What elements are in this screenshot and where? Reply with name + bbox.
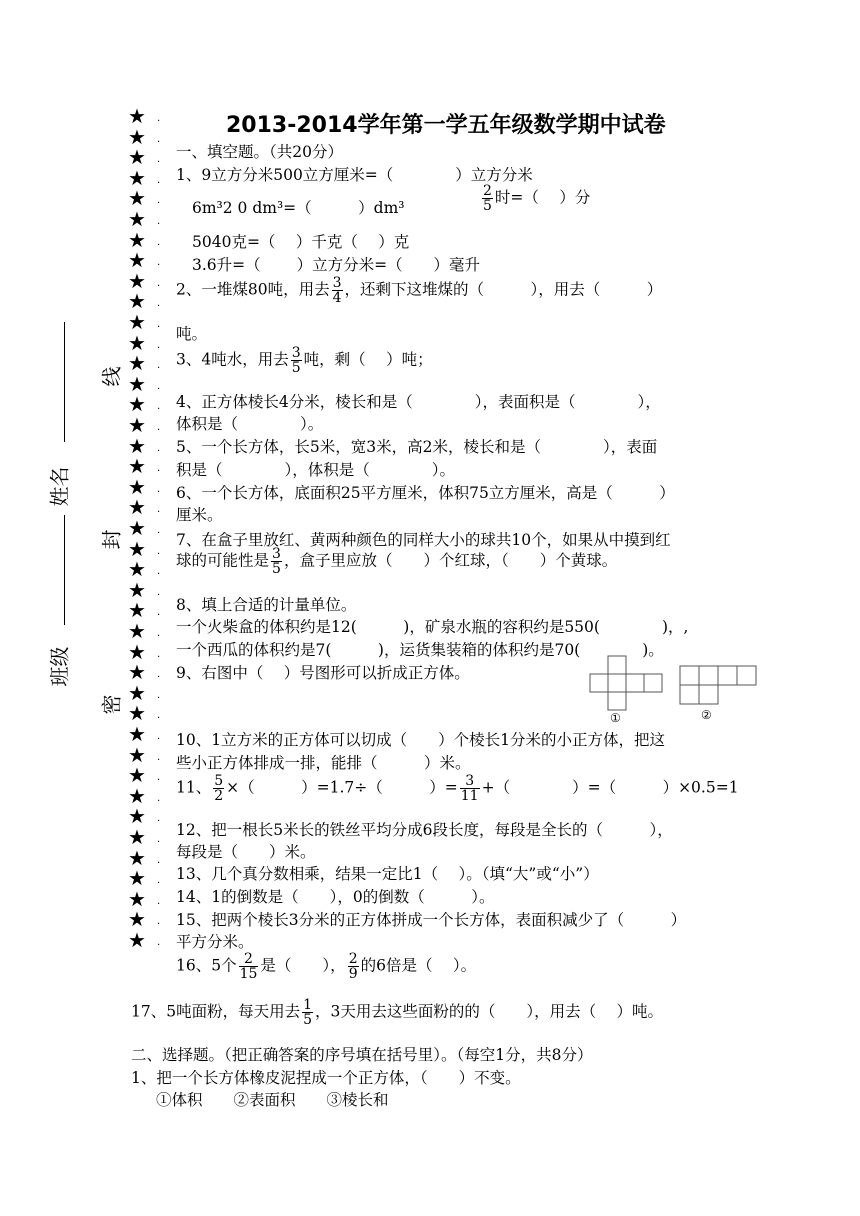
star-icon: ★ [128, 577, 146, 602]
q1d: 3.6升=（ ）立方分米=（ ）毫升 [192, 256, 481, 274]
dot-mark: · [157, 301, 161, 313]
star-icon: ★ [128, 186, 146, 211]
star-icon: ★ [128, 351, 146, 376]
q9: 9、右图中（ ）号图形可以折成正方体。 [176, 664, 470, 682]
dot-mark: · [157, 857, 161, 869]
q2c: 吨。 [176, 325, 208, 343]
star-icon: ★ [128, 742, 146, 767]
dot-mark: · [157, 425, 161, 436]
dot-mark: · [157, 363, 161, 375]
q1a: 1、9立方分米500立方厘米=（ ）立方分米 [176, 166, 533, 184]
star-icon: ★ [128, 886, 146, 911]
star-icon: ★ [128, 557, 146, 582]
star-icon: ★ [128, 825, 146, 849]
fraction: $\frac{2}{5}$ [483, 183, 492, 214]
q11-line: 11、 $\frac{5}{2}$ ×（ ）=1.7÷（ ）= $\frac{3}{11}$ +（ ）=（ ）×0.5=1 [176, 773, 739, 804]
star-icon: ★ [128, 722, 146, 746]
q8c: 一个西瓜的体积约是7( )，运货集装箱的体积约是70( )。 [176, 641, 664, 659]
dot-mark: · [157, 878, 161, 890]
class-label: 班级 [47, 646, 72, 687]
dot-mark: · [157, 775, 161, 787]
dot-mark: · [157, 919, 161, 931]
dot-mark: · [157, 528, 161, 539]
star-icon: ★ [128, 104, 146, 128]
dot-mark: · [157, 734, 161, 745]
net-label-2: ② [701, 708, 712, 722]
q7a: 7、在盒子里放红、黄两种颜色的同样大小的球共10个，如果从中摸到红 [176, 531, 671, 549]
q12b: 每段是（ ）米。 [176, 843, 316, 861]
dot-mark: · [157, 837, 161, 848]
dot-mark: · [157, 239, 161, 251]
dot-mark: · [157, 589, 161, 601]
q4b: 体积是（ ）。 [176, 415, 324, 433]
fraction: $\frac{1}{5}$ [303, 997, 313, 1028]
dot-mark: · [157, 342, 161, 354]
dot-mark: · [157, 569, 161, 581]
q5b: 积是（ ），体积是（ ）。 [176, 461, 456, 479]
section1-heading: 一、填空题。（共20分） [176, 143, 343, 161]
q16-line: 16、5个 $\frac{2}{15}$ 是（ ）， $\frac{2}{9}$ 的6倍是（ ）。 [176, 951, 477, 982]
q13: 13、几个真分数相乘，结果一定比1（ ）。（填“大”或“小”） [176, 865, 599, 883]
star-icon: ★ [128, 454, 146, 479]
star-icon: ★ [128, 598, 146, 623]
dot-mark: · [157, 177, 161, 189]
seal-line-char: 线 [99, 366, 124, 387]
dot-mark: · [157, 383, 161, 395]
net-label-1: ① [610, 711, 621, 725]
q8a: 8、填上合适的计量单位。 [176, 596, 357, 614]
star-icon: ★ [128, 516, 146, 540]
star-icon: ★ [128, 845, 146, 870]
fraction: $\frac{3}{5}$ [291, 345, 301, 376]
star-icon: ★ [128, 145, 146, 170]
dot-mark: · [157, 692, 161, 704]
q2-line: 2、一堆煤80吨，用去 $\frac{3}{4}$ ，还剩下这堆煤的（ ），用去（ ） [176, 275, 663, 306]
cube-net-2 [678, 664, 762, 710]
dot-mark: · [157, 940, 161, 951]
dot-mark: · [157, 157, 161, 169]
star-icon: ★ [128, 701, 146, 726]
dot-mark: · [157, 548, 161, 560]
star-icon: ★ [128, 804, 146, 829]
s2-q1-options: ①体积 ②表面积 ③棱长和 [156, 1091, 389, 1109]
q17-line: 17、5吨面粉，每天用去 $\frac{1}{5}$ ，3天用去这些面粉的的（ ），用去（ ）吨。 [131, 997, 664, 1028]
star-icon: ★ [128, 536, 146, 561]
dot-mark: · [157, 651, 161, 663]
star-icon: ★ [128, 907, 146, 932]
q6a: 6、一个长方体，底面积25平方厘米，体积75立方厘米，高是（ ） [176, 484, 675, 502]
star-icon: ★ [128, 124, 146, 149]
q15a: 15、把两个棱长3分米的正方体拼成一个长方体，表面积减少了（ ） [176, 911, 687, 929]
star-icon: ★ [128, 763, 146, 788]
dot-mark: · [157, 754, 161, 766]
star-icon: ★ [128, 330, 146, 355]
star-icon: ★ [128, 227, 146, 252]
q10b: 些小正方体排成一排，能排（ ）米。 [176, 754, 471, 772]
q6b: 厘米。 [176, 506, 223, 524]
q1b-right-line: $\frac{2}{5}$ 时=（ ）分 [483, 183, 591, 214]
star-icon: ★ [128, 619, 146, 643]
cube-net-1 [588, 654, 668, 724]
dot-mark: · [157, 198, 161, 210]
dot-mark: · [157, 486, 161, 498]
star-icon: ★ [128, 928, 146, 952]
q10a: 10、1立方米的正方体可以切成（ ）个棱长1分米的小正方体，把这 [176, 731, 665, 749]
section2-heading: 二、选择题。（把正确答案的序号填在括号里）。（每空1分，共8分） [131, 1046, 593, 1064]
q12a: 12、把一根长5米长的铁丝平均分成6段长度，每段是全长的（ ）， [176, 821, 673, 839]
star-icon: ★ [128, 680, 146, 705]
class-underline [64, 515, 65, 625]
dot-mark: · [157, 466, 161, 478]
seal-mi-char: 密 [99, 694, 124, 715]
q15b: 平方分米。 [176, 933, 254, 951]
fraction: $\frac{3}{4}$ [332, 275, 342, 306]
q5a: 5、一个长方体，长5米，宽3米，高2米，棱长和是（ ），表面 [176, 438, 658, 456]
dot-mark: · [157, 610, 161, 622]
q4a: 4、正方体棱长4分米，棱长和是（ ），表面积是（ ）， [176, 393, 661, 411]
star-icon: ★ [128, 495, 146, 520]
star-icon: ★ [128, 289, 146, 314]
star-icon: ★ [128, 413, 146, 437]
q14: 14、1的倒数是（ ），0的倒数（ ）。 [176, 888, 495, 906]
dot-mark: · [157, 116, 161, 127]
dot-mark: · [157, 507, 161, 519]
dot-mark: · [157, 260, 161, 272]
fraction: $\frac{5}{2}$ [214, 773, 224, 804]
fraction: $\frac{3}{5}$ [272, 546, 281, 577]
star-icon: ★ [128, 371, 146, 396]
s2-q1: 1、把一个长方体橡皮泥捏成一个正方体，（ ）不变。 [131, 1069, 521, 1087]
dot-mark: · [157, 445, 161, 457]
name-label: 姓名 [47, 466, 72, 507]
fraction: $\frac{2}{9}$ [348, 951, 358, 982]
page-title: 2013-2014学年第一学五年级数学期中试卷 [226, 113, 666, 138]
dot-mark: · [157, 136, 161, 148]
dot-mark: · [157, 219, 161, 230]
star-icon: ★ [128, 268, 146, 293]
dot-mark: · [157, 898, 161, 910]
name-underline [64, 322, 65, 442]
star-icon: ★ [128, 165, 146, 190]
dot-mark: · [157, 713, 161, 725]
star-icon: ★ [128, 660, 146, 685]
dot-mark: · [157, 672, 161, 684]
dot-mark: · [157, 631, 161, 642]
star-icon: ★ [128, 207, 146, 231]
star-icon: ★ [128, 783, 146, 808]
dot-mark: · [157, 404, 161, 416]
star-icon: ★ [128, 310, 146, 334]
star-icon: ★ [128, 248, 146, 273]
star-icon: ★ [128, 639, 146, 664]
q3-line: 3、4吨水，用去 $\frac{3}{5}$ 吨，剩（ ）吨； [176, 345, 433, 376]
star-icon: ★ [128, 392, 146, 417]
dot-mark: · [157, 280, 161, 292]
dot-mark: · [157, 795, 161, 807]
dot-mark: · [157, 322, 161, 333]
q1c: 5040克=（ ）千克（ ）克 [192, 233, 410, 251]
seal-feng-char: 封 [99, 529, 124, 550]
star-icon: ★ [128, 866, 146, 891]
q1b-left: 6m³2 0 dm³=（ ）dm³ [192, 199, 405, 217]
star-icon: ★ [128, 474, 146, 499]
fraction: $\frac{3}{11}$ [460, 773, 479, 804]
fraction: $\frac{2}{15}$ [239, 951, 258, 982]
q7b-line: 球的可能性是 $\frac{3}{5}$ ，盒子里应放（ ）个红球，（ ）个黄球。 [176, 546, 618, 577]
q8b: 一个火柴盒的体积约是12( )，矿泉水瓶的容积约是550( )，, [176, 618, 689, 636]
star-icon: ★ [128, 433, 146, 458]
dot-mark: · [157, 816, 161, 828]
